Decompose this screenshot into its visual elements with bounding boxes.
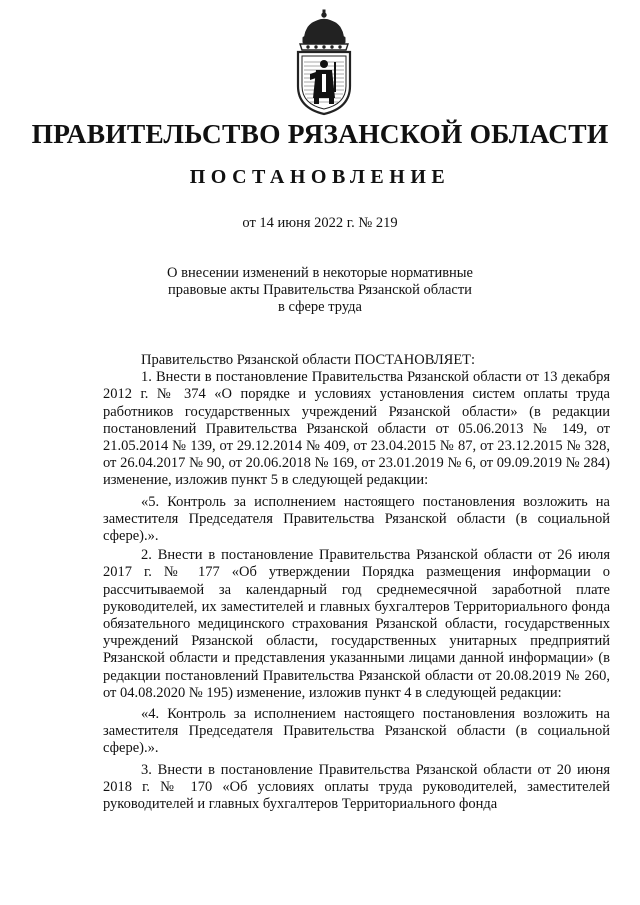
subject-line: О внесении изменений в некоторые нормативные: [167, 265, 473, 281]
document-subject: [150, 265, 490, 316]
item-2-paragraph: 2. Внести в постановление Правительства Рязанской области от 26 июля 2017 г. № 177 «Об утверждении Порядка размещения информации о рассчитываемой за календарный год среднемесячной заработной плате руководителей, их заместителей и главных бухгалтеров Территориального фонда обязательного медицинского страхования Рязанской области, государственных учреждений Рязанской области, государственных унитарных предприятий Рязанской области и представления указанными лицами данной информации» (в редакции постановлений Правительства Рязанской области от 20.08.2019 № 260, от 04.08.2020 № 195) изменение, изложив пункт 4 в следующей редакции:: [103, 547, 610, 701]
intro-paragraph: Правительство Рязанской области ПОСТАНОВЛЯЕТ:: [141, 352, 476, 368]
document-type: ПОСТАНОВЛЕНИЕ: [189, 166, 451, 188]
item-1-quote: «5. Контроль за исполнением настоящего постановления возложить на заместителя Председателя Правительства Рязанской области (в социальной сфере).».: [103, 493, 610, 545]
organization-title: ПРАВИТЕЛЬСТВО РЯЗАНСКОЙ ОБЛАСТИ: [31, 118, 609, 149]
item-3-paragraph: 3. Внести в постановление Правительства Рязанской области от 20 июня 2018 г. № 170 «Об условиях оплаты труда руководителей, заместителей руководителей и главных бухгалтеров Территориального фонда: [103, 761, 610, 813]
subject-line: правовые акты Правительства Рязанской области: [168, 282, 472, 298]
document-date-number: от 14 июня 2022 г. № 219: [242, 215, 398, 231]
coat-of-arms-icon: [292, 8, 356, 116]
item-1-paragraph: 1. Внести в постановление Правительства Рязанской области от 13 декабря 2012 г. № 374 «О порядке и условиях установления систем оплаты труда работников государственных учреждений Рязанской области» (в редакции постановлений Правительства Рязанской области от 05.06.2013 № 149, от 21.05.2014 № 139, от 29.12.2014 № 409, от 23.04.2015 № 87, от 23.12.2015 № 328, от 26.04.2017 № 90, от 20.06.2018 № 169, от 23.01.2019 № 6, от 09.09.2019 № 284) изменение, изложив пункт 5 в следующей редакции:: [103, 369, 610, 489]
document-body: [103, 352, 610, 813]
subject-line: в сфере труда: [278, 299, 362, 315]
item-2-quote: «4. Контроль за исполнением настоящего постановления возложить на заместителя Председателя Правительства Рязанской области (в социальной сфере).».: [103, 706, 610, 757]
